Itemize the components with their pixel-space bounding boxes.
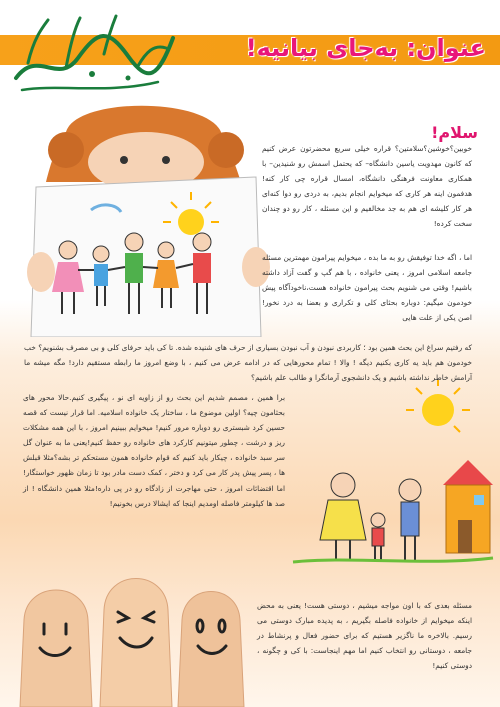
basmala-calligraphy bbox=[8, 8, 180, 96]
friendship-paragraph: مسئله بعدی که با اون مواجه میشیم ، دوستی هست! یعنی به محض اینکه میخوایم از خانواده فاصله بگیریم ، به پدیده مبارک دوستی می رسیم. بالاخره ما ناگزیر هستیم که برای حضور فعال و پرنشاط در جامعه ، دوستانی رو انتخاب کنیم اما مهم اینجاست: با کی و چگونه ، دوستی کنیم! bbox=[257, 601, 472, 671]
family-paragraph: برا همین ، مصمم شدیم این بحث رو از زاویه ای نو ، پیگیری کنیم.حالا محور های بحثامون چیه؟ اولین موضوع ما ، ساختار یک خانواده اسلامیه. اما قرار نیست که قصه حسین کرد شبستری رو دوباره مرور کنیم! میخوایم ببینیم امروز ، با این همه مشکلات ریز و درشت ، چطور میتونیم کارکرد های خانواده رو حفظ کنیم!یعنی ما به عنوان گل سر سبد خانواده ، چیکار باید کنیم که قوام خانواده همون مستحکم تر بشه؟مثلا قبلش ها ، پسر پیش پدر کار می کرد و دختر ، کمک دست مادر بود تا زمان ظهور خواستگار! اما اقتضائات امروز ، حتی مهاجرت از زادگاه رو در پی داره!مثلا همین دانشگاه ! از صد ها کیلومتر فاصله اومدیم اینجا که ایشالا درس بخونیم! bbox=[23, 393, 285, 508]
topic-paragraph: اما ، اگه خدا توفیقش رو به ما بده ، میخوایم پیرامون مهمترین مسئله جامعه اسلامی امروز ، یعنی خانواده ، با هم گپ و گفت آزاد داشته باشیم! وقتی می شنویم بحث پیرامون خانواده هست،ناخودآگاه پیش خودمون میگیم: دوباره بحثای کلی و تکراری و بعضا به درد نخور! اصن یکی از علت هایی bbox=[262, 253, 472, 323]
child-drawing-illustration bbox=[6, 92, 276, 337]
family-house-drawing bbox=[288, 380, 496, 565]
smiling-fingers-photo bbox=[0, 560, 300, 707]
intro-paragraph: خوبین؟خوشین؟سلامتین؟ قراره خیلی سریع محضرتون عرض کنیم که کانون مهدویت یاسین دانشگاه– که یحتمل اسمش رو شنیدین– با همکاری معاونت فرهنگی دانشگاه، امسال قراره چی کار کنه! هدفمون اینه هر کاری که میخوایم انجام بدیم، به دردی رو دوا کنه‌ای هر کار کلیشه ای هم به جد مخالفیم و این مسئله ، کار رو دو چندان سخت کرده! bbox=[262, 144, 472, 229]
greeting-heading: سلام! bbox=[431, 123, 478, 142]
page-title: عنوان: به‌جای بیانیه! bbox=[245, 34, 486, 62]
reason-paragraph: که رفتیم سراغ این بحث همین بود ؛ کاربردی نبودن و آب نبودن بسیاری از حرف های شنیده شده. تا کی باید حرفای کلی و بی مصرف بشنویم؟ خب خودمون هم باید یه کاری بکنیم دیگه ! والا ! تمام محورهایی که در ادامه عرض می کنیم ، با وضع امروز ما رابطه مستقیم دارد! مگه میشه ما آرامش خاطر نداشته باشیم و یک دانشجوی آرمانگرا و طالب علم باشیم؟ bbox=[24, 343, 472, 383]
